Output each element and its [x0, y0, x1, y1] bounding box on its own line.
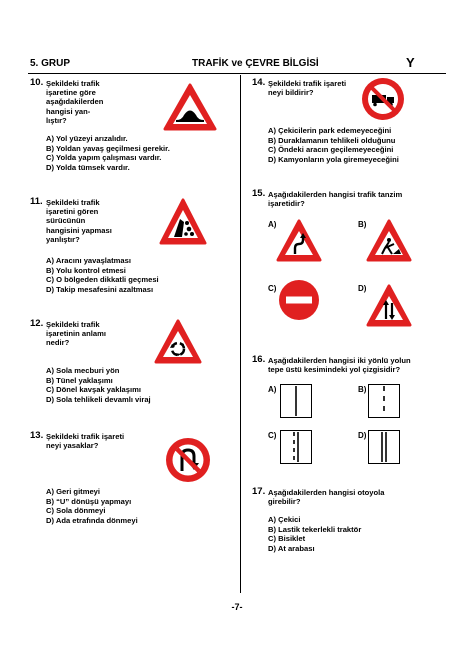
no-trucks-sign-icon: [360, 76, 406, 122]
options-17: [268, 515, 361, 553]
stem-line: Aşağıdakilerden hangisi trafik tanzim: [268, 190, 403, 199]
road-line-solid-dashed-icon[interactable]: [280, 430, 312, 464]
option-b[interactable]: B) Tünel yaklaşımı: [46, 375, 113, 385]
no-u-turn-sign-icon: [164, 436, 212, 484]
question-16: [252, 354, 411, 375]
option-b-label[interactable]: B): [358, 220, 367, 229]
question-number: 11.: [30, 196, 43, 207]
option-c-label[interactable]: C): [268, 284, 277, 293]
question-13: [30, 430, 125, 451]
question-number: 13.: [30, 430, 44, 441]
question-15: [252, 188, 403, 209]
option-a[interactable]: A) Aracını yavaşlatması: [46, 256, 131, 265]
question-number: 15.: [252, 188, 266, 199]
question-14: [252, 77, 347, 98]
option-a-label[interactable]: A): [268, 220, 277, 229]
option-c-label[interactable]: C): [268, 431, 277, 440]
option-b[interactable]: B) Duraklamanın tehlikeli olduğunu: [268, 135, 396, 145]
stem-line: Şekildeki trafik: [46, 198, 100, 207]
question-number: 17.: [252, 486, 266, 497]
option-c[interactable]: C) Sola dönmeyi: [46, 506, 106, 516]
question-17: [252, 486, 385, 507]
options-12: [46, 366, 151, 404]
options-10: [46, 134, 170, 172]
option-b[interactable]: B) Yoldan yavaş geçilmesi gerekir.: [46, 143, 170, 153]
falling-rocks-sign-icon: [158, 197, 208, 247]
no-entry-sign-icon[interactable]: [277, 278, 321, 322]
question-number: 16.: [252, 354, 266, 365]
stem-line: işaretinin anlamı: [46, 329, 106, 339]
stem-line: Aşağıdakilerden hangisi iki yönlü yolun: [268, 356, 411, 365]
roadworks-sign-icon[interactable]: [365, 218, 413, 264]
option-d[interactable]: D) Ada etrafında dönmeyi: [46, 515, 138, 525]
stem-line: yanlıştır?: [46, 234, 80, 244]
question-10: [30, 77, 104, 125]
option-d[interactable]: D) Yolda tümsek vardır.: [46, 162, 130, 172]
option-a[interactable]: A) Çekici: [268, 515, 301, 524]
stem-line: hangisini yapması: [46, 225, 112, 235]
option-d[interactable]: D) Takip mesafesini azaltması: [46, 284, 154, 294]
stem-line: işaretine göre: [46, 88, 96, 98]
stem-line: işaretidir?: [268, 199, 305, 209]
booklet-letter: Y: [406, 55, 415, 70]
stem-line: hangisi yan-: [46, 106, 91, 116]
option-a-label[interactable]: A): [268, 385, 277, 394]
option-b[interactable]: B) Lastik tekerlekli traktör: [268, 524, 362, 534]
options-14: [268, 126, 399, 164]
options-13: [46, 487, 138, 525]
question-12: [30, 318, 106, 348]
question-11: [30, 196, 112, 244]
bump-warning-sign-icon: [162, 82, 218, 132]
option-a[interactable]: A) Geri gitmeyi: [46, 487, 101, 496]
option-a[interactable]: A) Sola mecburi yön: [46, 366, 120, 375]
option-c[interactable]: C) Yolda yapım çalışması vardır.: [46, 153, 162, 163]
stem-line: işaretini gören: [46, 207, 99, 217]
option-b-label[interactable]: B): [358, 385, 367, 394]
stem-line: Aşağıdakilerden hangisi otoyola: [268, 488, 385, 497]
page-title: TRAFİK ve ÇEVRE BİLGİSİ: [192, 58, 319, 69]
stem-line: aşağıdakilerden: [46, 97, 104, 107]
question-number: 10.: [30, 77, 44, 88]
roundabout-warning-sign-icon: [153, 318, 203, 366]
option-b[interactable]: B) “U” dönüşü yapmayı: [46, 496, 132, 506]
road-line-dashed-icon[interactable]: [368, 384, 400, 418]
stem-line: neyi bildirir?: [268, 88, 314, 98]
option-d[interactable]: D) Sola tehlikeli devamlı viraj: [46, 394, 151, 404]
stem-line: neyi yasaklar?: [46, 441, 99, 451]
stem-line: girebilir?: [268, 497, 301, 507]
option-c[interactable]: C) Bisiklet: [268, 534, 306, 544]
stem-line: sürücünün: [46, 216, 86, 226]
option-a[interactable]: A) Çekicilerin park edemeyeceğini: [268, 126, 392, 135]
stem-line: Şekildeki trafik: [46, 79, 100, 88]
option-a[interactable]: A) Yol yüzeyi arızalıdır.: [46, 134, 128, 143]
question-number: 14.: [252, 77, 266, 88]
column-divider: [240, 75, 241, 593]
stem-line: tepe üstü kesimindeki yol çizgisidir?: [268, 365, 401, 375]
stem-line: Şekildeki trafik işareti: [46, 432, 125, 441]
option-c[interactable]: C) Öndeki aracın geçilemeyeceğini: [268, 145, 394, 155]
question-number: 12.: [30, 318, 44, 329]
stem-line: nedir?: [46, 338, 70, 348]
header-rule: [28, 73, 446, 74]
option-d[interactable]: D) Kamyonların yola giremeyeceğini: [268, 154, 399, 164]
road-line-solid-icon[interactable]: [280, 384, 312, 418]
double-bend-sign-icon[interactable]: [275, 218, 323, 264]
road-line-double-solid-icon[interactable]: [368, 430, 400, 464]
option-d-label[interactable]: D): [358, 431, 367, 440]
stem-line: Şekildeki trafik işareti: [268, 79, 347, 88]
options-11: [46, 256, 159, 294]
group-label: 5. GRUP: [30, 58, 71, 69]
option-c[interactable]: C) Dönel kavşak yaklaşımı: [46, 385, 141, 395]
option-b[interactable]: B) Yolu kontrol etmesi: [46, 265, 126, 275]
stem-line: lıştır?: [46, 115, 67, 125]
page-number: -7-: [231, 602, 243, 612]
option-c[interactable]: C) O bölgeden dikkatli geçmesi: [46, 275, 159, 285]
two-way-traffic-sign-icon[interactable]: [365, 283, 413, 329]
option-d[interactable]: D) At arabası: [268, 543, 315, 553]
stem-line: Şekildeki trafik: [46, 320, 100, 329]
option-d-label[interactable]: D): [358, 284, 367, 293]
